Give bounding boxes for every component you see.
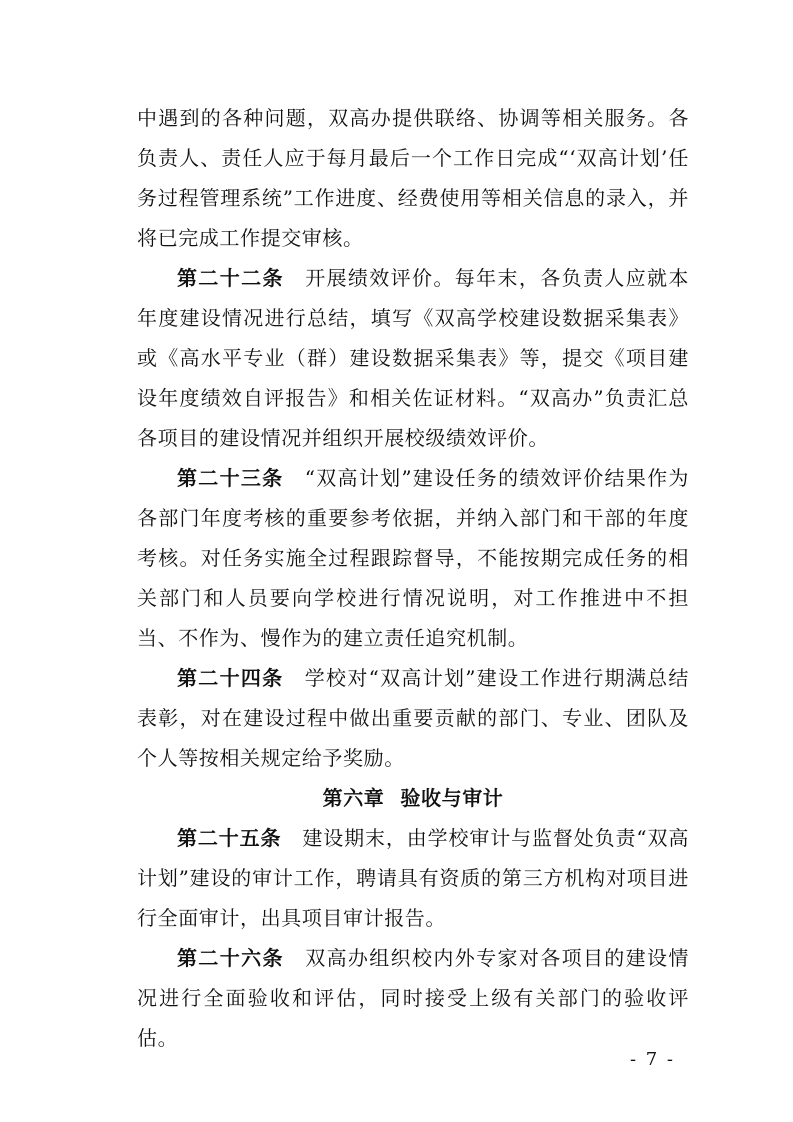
chapter-heading xyxy=(137,778,689,818)
article-text: 建设期末，由学校审计与监督处负责“双高计划”建设的审计工作，聘请具有资质的第三方机构对项目进行全面审计，出具项目审计报告。 xyxy=(137,826,690,930)
article-label: 第二十六条 xyxy=(177,946,284,970)
chapter-title: 验收与审计 xyxy=(400,786,504,810)
article-label: 第二十三条 xyxy=(177,466,284,490)
page-number: - 7 - xyxy=(629,1049,675,1070)
article-26 xyxy=(137,938,689,1058)
article-text: 开展绩效评价。每年末，各负责人应就本年度建设情况进行总结，填写《双高学校建设数据采集表》或《高水平专业（群）建设数据采集表》等，提交《项目建设年度绩效自评报告》和相关佐证材料。“双高办”负责汇总各项目的建设情况并组织开展校级绩效评价。 xyxy=(137,266,689,450)
article-text: 双高办组织校内外专家对各项目的建设情况进行全面验收和评估，同时接受上级有关部门的验收评估。 xyxy=(137,946,689,1050)
article-text: 学校对“双高计划”建设工作进行期满总结表彰，对在建设过程中做出重要贡献的部门、专业、团队及个人等按相关规定给予奖励。 xyxy=(137,666,689,770)
article-23 xyxy=(137,458,689,658)
article-label: 第二十五条 xyxy=(177,826,282,850)
article-text: “双高计划”建设任务的绩效评价结果作为各部门年度考核的重要参考依据，并纳入部门和干部的年度考核。对任务实施全过程跟踪督导，不能按期完成任务的相关部门和人员要向学校进行情况说明，对工作推进中不担当、不作为、慢作为的建立责任追究机制。 xyxy=(137,466,689,650)
document-body xyxy=(137,98,689,1058)
chapter-number: 第六章 xyxy=(322,786,385,810)
article-25 xyxy=(137,818,689,938)
article-label: 第二十二条 xyxy=(177,266,284,290)
article-22 xyxy=(137,258,689,458)
article-24 xyxy=(137,658,689,778)
article-label: 第二十四条 xyxy=(177,666,284,690)
intro-paragraph: 中遇到的各种问题，双高办提供联络、协调等相关服务。各负责人、责任人应于每月最后一个工作日完成“‘双高计划’任务过程管理系统”工作进度、经费使用等相关信息的录入，并将已完成工作提交审核。 xyxy=(137,106,689,250)
